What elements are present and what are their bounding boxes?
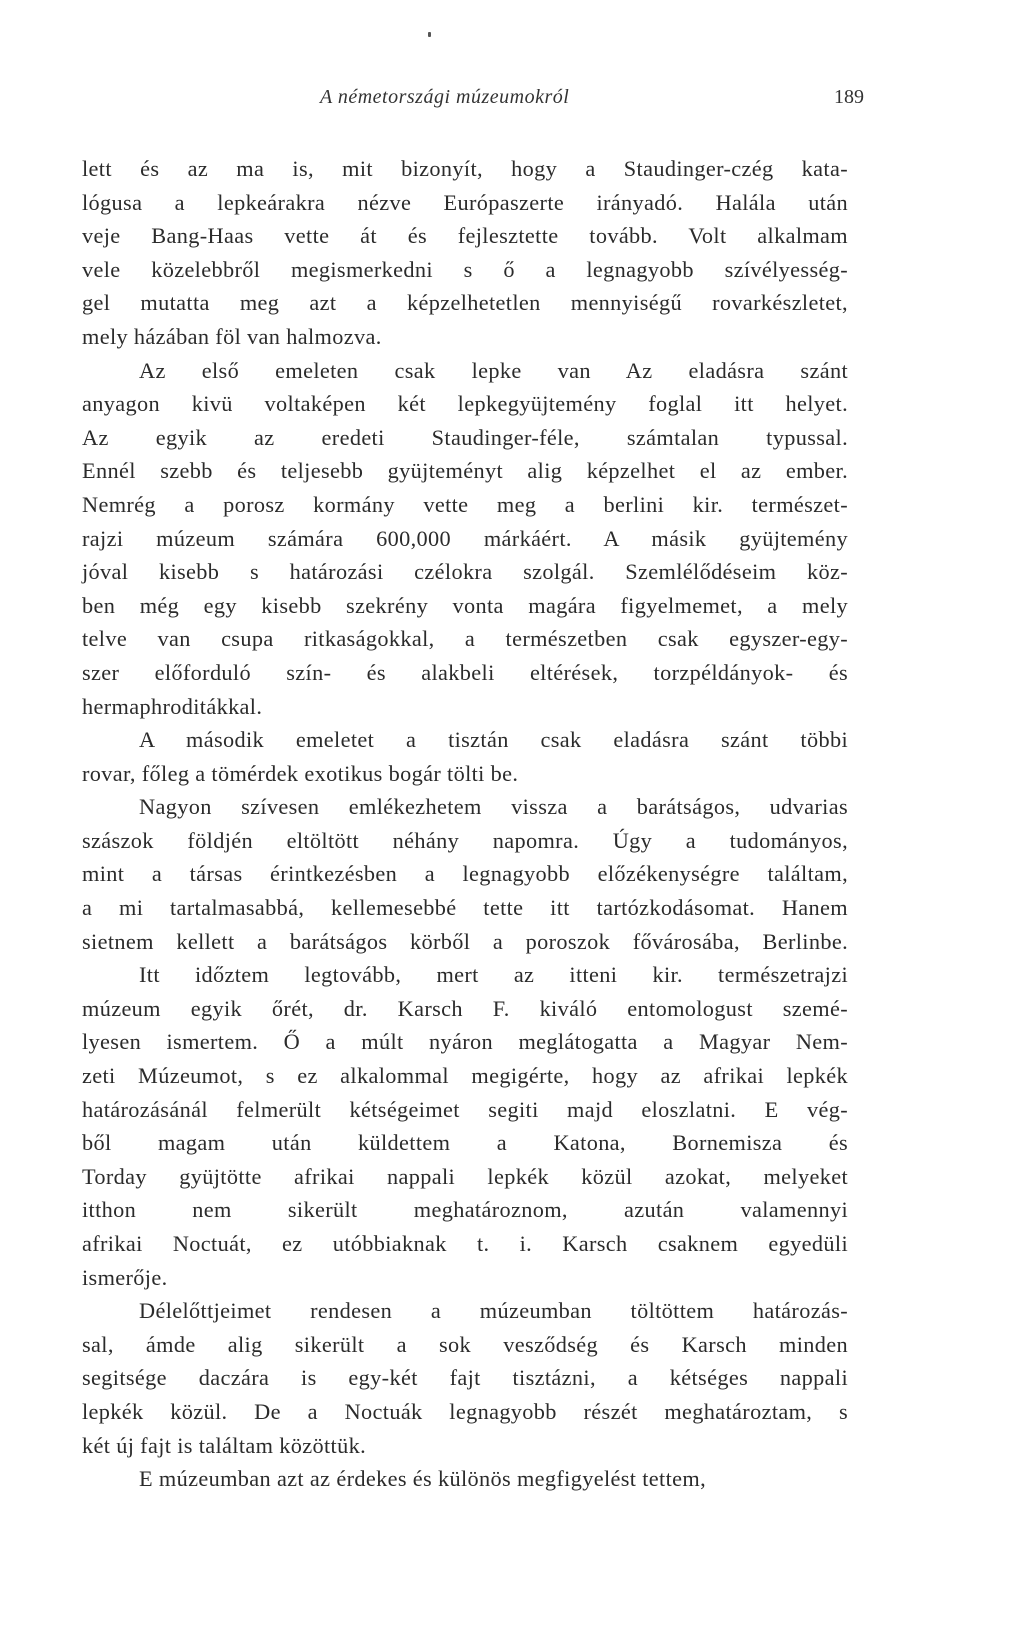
text-line: múzeum egyik őrét, dr. Karsch F. kiváló entomologust szemé- [82, 995, 848, 1021]
text-line: ben még egy kisebb szekrény vonta magára figyelmemet, a mely [82, 592, 848, 618]
text-line: rajzi múzeum számára 600,000 márkáért. A másik gyüjtemény [82, 525, 848, 551]
text-line: ből magam után küldettem a Katona, Bornemisza és [82, 1130, 848, 1156]
text-line: zeti Múzeumot, s ez alkalommal megigérte, hogy az afrikai lepkék [82, 1063, 848, 1089]
text-line: A második emeletet a tisztán csak eladásra szánt többi [139, 727, 848, 753]
text-line: határozásánál felmerült kétségeimet segiti majd eloszlatni. E vég- [82, 1096, 848, 1122]
text-line: anyagon kivü voltaképen két lepkegyüjtemény foglal itt helyet. [82, 391, 848, 417]
text-line: a mi tartalmasabbá, kellemesebbé tette itt tartózkodásomat. Hanem [82, 895, 848, 921]
text-line: szászok földjén eltöltött néhány napomra. Úgy a tudományos, [82, 827, 848, 853]
text-line: lett és az ma is, mit bizonyít, hogy a Staudinger-czég kata- [82, 156, 848, 181]
text-line: telve van csupa ritkaságokkal, a természetben csak egyszer-egy- [82, 626, 848, 652]
running-head [320, 86, 860, 109]
text-line: rovar, főleg a tömérdek exotikus bogár tölti be. [82, 760, 519, 786]
text-line: két új fajt is találtam közöttük. [82, 1432, 367, 1458]
text-line: ismerője. [82, 1264, 168, 1290]
text-line: gel mutatta meg azt a képzelhetetlen mennyiségű rovarkészletet, [82, 290, 848, 316]
text-line: jóval kisebb s határozási czélokra szolgál. Szemlélődéseim köz- [82, 559, 848, 585]
text-line: Torday gyüjtötte afrikai nappali lepkék közül azokat, melyeket [82, 1163, 848, 1189]
text-line: E múzeumban azt az érdekes és különös megfigyelést tettem, [139, 1466, 706, 1492]
text-line: segitsége daczára is egy-két fajt tisztázni, a kétséges nappali [82, 1365, 848, 1391]
text-line: mely házában föl van halmozva. [82, 323, 382, 349]
text-line: Itt időztem legtovább, mert az itteni kir. természetrajzi [139, 962, 848, 988]
text-line: veje Bang-Haas vette át és fejlesztette tovább. Volt alkalmam [82, 223, 848, 249]
text-line: mint a társas érintkezésben a legnagyobb előzékenységre találtam, [82, 861, 848, 887]
text-line: sal, ámde alig sikerült a sok vesződség és Karsch minden [82, 1331, 848, 1357]
text-line: sietnem kellett a barátságos körből a poroszok fővárosába, Berlinbe. [82, 928, 848, 954]
text-line: itthon nem sikerült meghatároznom, azután valamennyi [82, 1197, 848, 1223]
print-speck [428, 32, 431, 37]
text-line: Az egyik az eredeti Staudinger-féle, számtalan typussal. [82, 424, 848, 450]
page-number: 189 [834, 86, 864, 108]
text-line: lyesen ismertem. Ő a múlt nyáron meglátogatta a Magyar Nem- [82, 1029, 848, 1055]
text-line: lógusa a lepkeárakra nézve Európaszerte irányadó. Halála után [82, 189, 848, 215]
text-line: Délelőttjeimet rendesen a múzeumban töltöttem határozás- [139, 1298, 848, 1324]
text-line: hermaphroditákkal. [82, 693, 263, 719]
text-line: Nagyon szívesen emlékezhetem vissza a barátságos, udvarias [139, 794, 848, 820]
text-line: Az első emeleten csak lepke van Az eladásra szánt [139, 357, 848, 383]
running-title: A németországi múzeumokról [320, 86, 570, 108]
text-line: vele közelebbről megismerkedni s ő a legnagyobb szívélyesség- [82, 256, 848, 282]
text-line: afrikai Noctuát, ez utóbbiaknak t. i. Karsch csaknem egyedüli [82, 1231, 848, 1256]
body-text [82, 152, 848, 1496]
text-line: lepkék közül. De a Noctuák legnagyobb részét meghatároztam, s [82, 1398, 848, 1424]
text-line: szer előforduló szín- és alakbeli eltérések, torzpéldányok- és [82, 659, 848, 685]
text-line: Ennél szebb és teljesebb gyüjteményt alig képzelhet el az ember. [82, 458, 848, 484]
text-line: Nemrég a porosz kormány vette meg a berlini kir. természet- [82, 491, 848, 517]
